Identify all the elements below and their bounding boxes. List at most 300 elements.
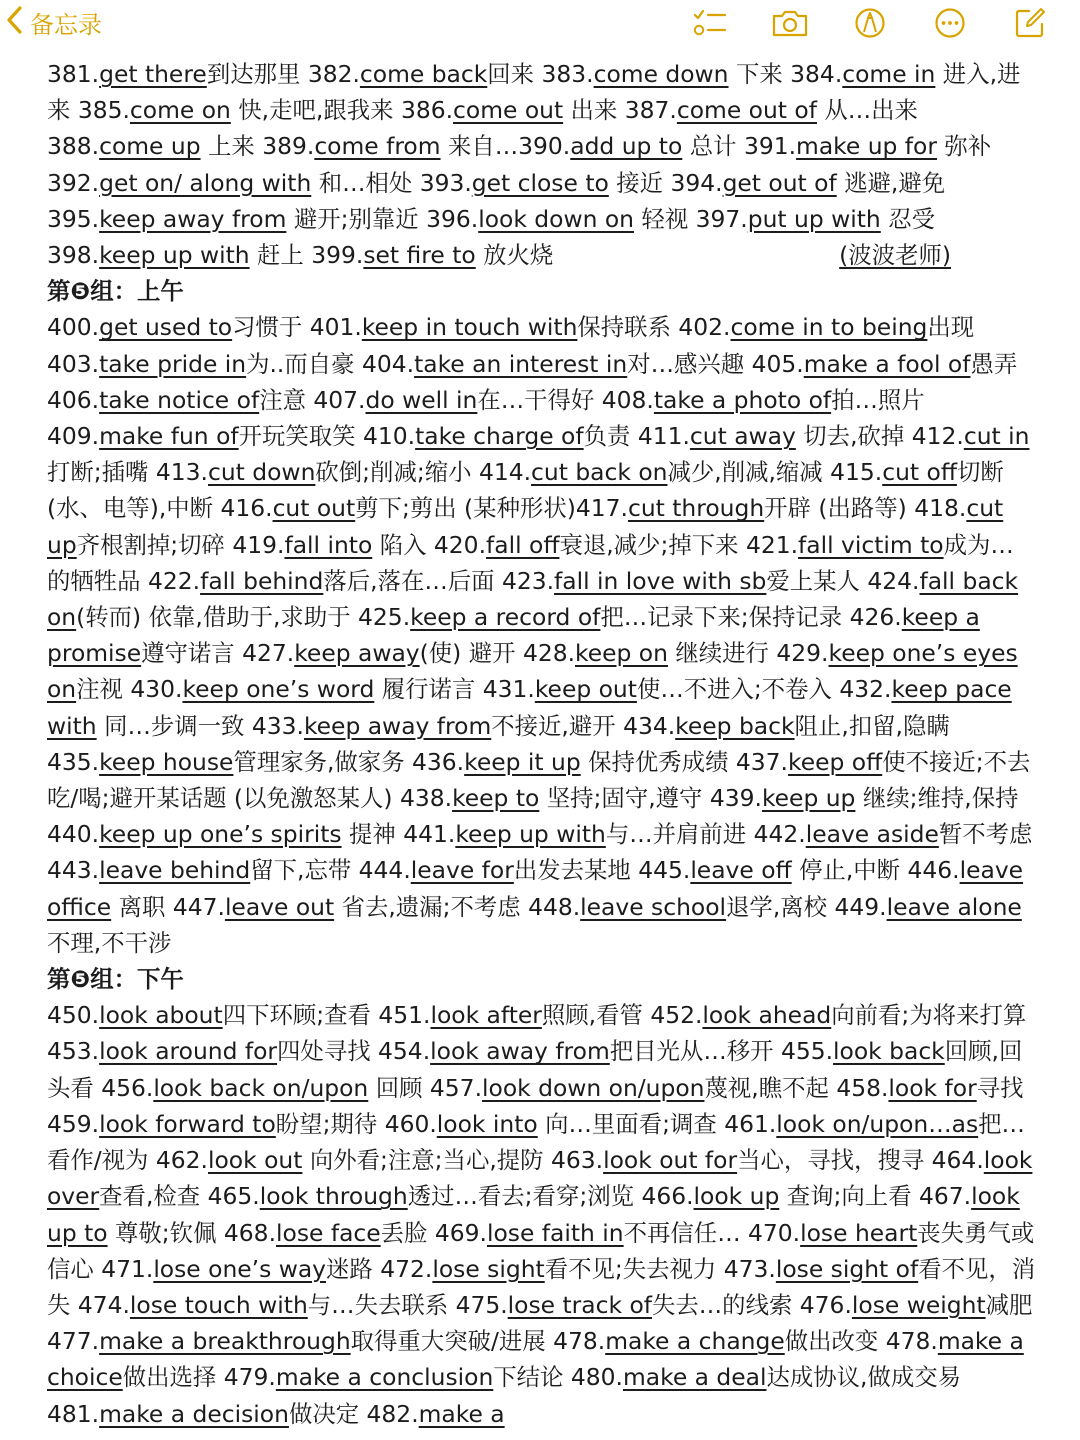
entry-meaning: 快,走吧,跟我来 [230, 96, 401, 125]
entry-meaning: 管理家务,做家务 [233, 747, 413, 776]
entry-number: 460. [384, 1109, 437, 1138]
entry-phrase: keep to [452, 784, 540, 813]
entry-meaning: 避开;别靠近 [286, 204, 427, 233]
vocab-entry [359, 856, 639, 884]
entry-number: 388. [47, 132, 100, 161]
entry-phrase: lose faith in [486, 1218, 624, 1247]
entry-meaning: 上来 [200, 132, 263, 161]
entry-meaning: 愚弄 [970, 349, 1018, 378]
entry-phrase: keep a record of [410, 603, 601, 632]
entry-phrase: cut down [207, 458, 316, 487]
entry-phrase: make a deal [622, 1363, 767, 1392]
vocab-entry [156, 1146, 551, 1174]
vocab-entry [220, 494, 575, 522]
chevron-left-icon [4, 5, 26, 39]
entry-phrase: take charge of [415, 422, 584, 451]
entry-number: 398. [47, 241, 100, 270]
vocab-entry [752, 350, 1018, 378]
vocab-entry [602, 386, 925, 414]
vocab-entry [378, 1037, 781, 1065]
vocab-entry [47, 60, 308, 88]
toolbar-actions [670, 4, 1070, 42]
entry-phrase: fall victim to [798, 530, 944, 559]
entry-phrase: come in to being [730, 313, 928, 342]
vocab-entry [242, 639, 523, 667]
compose-button[interactable] [990, 4, 1070, 42]
entry-list [47, 1001, 1035, 1427]
vocab-entry [173, 893, 528, 921]
entry-meaning: 齐根割掉;切碎 [76, 530, 233, 559]
entry-phrase: look about [99, 1001, 223, 1030]
entry-number: 472. [380, 1254, 433, 1283]
markup-button[interactable] [830, 4, 910, 42]
entry-phrase: look forward to [99, 1109, 276, 1138]
vocab-entry [47, 241, 311, 269]
vocab-entry [311, 241, 553, 269]
entry-number: 429. [776, 639, 829, 668]
entry-number: 474. [77, 1290, 130, 1319]
entry-meaning: 与…并肩前进 [605, 820, 754, 849]
vocab-entry [224, 1219, 435, 1247]
entry-number: 458. [836, 1073, 889, 1102]
entry-meaning: 切去,砍掉 [795, 422, 912, 451]
entry-meaning: 向前看;为将来打算 [831, 1001, 1027, 1030]
entry-phrase: keep it up [464, 747, 581, 776]
vocab-entry [47, 1400, 367, 1428]
vocab-entry [696, 205, 935, 233]
entry-phrase: make a breakthrough [99, 1327, 351, 1356]
entry-number: 416. [220, 494, 273, 523]
entry-phrase: keep house [99, 747, 234, 776]
entry-number: 462. [155, 1146, 208, 1175]
entry-meaning: 出发去某地 [513, 856, 639, 885]
entry-meaning: 迷路 [326, 1254, 381, 1283]
entry-meaning: 出来 [563, 96, 625, 125]
entry-meaning: 当心，寻找，搜寻 [737, 1146, 932, 1175]
entry-phrase: look after [430, 1001, 542, 1030]
entry-number: 432. [839, 675, 892, 704]
entry-meaning: 离职 [111, 892, 173, 921]
entry-meaning: 不理,不干涉 [47, 928, 172, 957]
entry-phrase: look down on/upon [482, 1073, 705, 1102]
back-button[interactable] [4, 4, 102, 40]
entry-phrase: keep off [788, 747, 883, 776]
vocab-entry [252, 712, 623, 740]
vocab-entry [208, 1182, 642, 1210]
entry-number: 467. [919, 1182, 972, 1211]
more-button[interactable] [910, 4, 990, 42]
vocab-entry [47, 386, 313, 414]
entry-phrase: lose sight [432, 1254, 545, 1283]
entry-number: 459. [47, 1109, 100, 1138]
entry-number: 412. [911, 422, 964, 451]
entry-phrase: add up to [570, 132, 683, 161]
entry-phrase: lose heart [800, 1218, 918, 1247]
entry-meaning: 下结论 [493, 1363, 571, 1392]
vocab-entry [310, 313, 679, 341]
entry-number: 437. [735, 747, 788, 776]
entry-meaning: 放火烧 [475, 241, 554, 270]
entry-list [47, 313, 1032, 956]
entry-meaning: 开玩笑取笑 [238, 422, 364, 451]
vocab-entry [553, 1327, 886, 1355]
vocab-entry [542, 60, 791, 88]
entry-number: 418. [914, 494, 967, 523]
entry-phrase: keep one’s word [182, 675, 375, 704]
entry-number: 404. [361, 349, 415, 378]
entry-number: 431. [482, 675, 535, 704]
entry-meaning: 负责 [583, 422, 638, 451]
entry-number: 453. [47, 1037, 100, 1066]
entry-number: 469. [434, 1218, 487, 1247]
entry-phrase: put up with [747, 204, 881, 233]
entry-meaning: 取得重大突破/进展 [350, 1327, 554, 1356]
group-am-heading: 第❺组：上午 [47, 277, 184, 306]
vocab-entry [362, 350, 752, 378]
entry-meaning: 透过…看去;看穿;浏览 [407, 1182, 642, 1211]
entry-number: 406. [47, 385, 100, 414]
vocab-entry [430, 1074, 836, 1102]
entry-meaning: 坚持;固守,遵守 [539, 784, 710, 813]
vocab-entry [435, 1219, 748, 1247]
vocab-entry [78, 96, 401, 124]
entry-meaning: 回顾,回头看 [47, 1037, 1023, 1102]
vocab-entry [623, 712, 950, 740]
entry-phrase: look back on/upon [153, 1073, 369, 1102]
vocab-entry [650, 1001, 1026, 1029]
vocab-entry [551, 1146, 932, 1174]
entry-number: 463. [551, 1146, 604, 1175]
entry-meaning: 暂不考虑 [938, 820, 1033, 849]
vocab-entry [576, 494, 914, 522]
entry-meaning: 开辟 (出路等) [764, 494, 915, 523]
entry-meaning: 盼望;期待 [275, 1109, 385, 1138]
entry-phrase: look ahead [702, 1001, 832, 1030]
entry-number: 481. [47, 1399, 100, 1428]
entry-meaning: 和…相处 [311, 168, 420, 197]
entry-phrase: leave out [224, 892, 335, 921]
entry-phrase: make a decision [99, 1399, 289, 1428]
entry-meaning: 在…干得好 [477, 385, 602, 414]
vocab-entry [47, 820, 403, 848]
entry-number: 428. [522, 639, 576, 668]
entry-phrase: cut through [627, 494, 765, 523]
entry-meaning: 丧失勇气或信心 [47, 1218, 1035, 1283]
entry-meaning: 弥补 [936, 132, 992, 161]
entry-meaning: 来自… [440, 132, 519, 161]
vocab-entry [378, 1001, 650, 1029]
entry-number: 451. [378, 1001, 431, 1030]
entry-meaning: 四处寻找 [277, 1037, 379, 1066]
entry-meaning: 回顾 [368, 1073, 430, 1102]
vocab-entry [367, 1400, 505, 1428]
entry-meaning: 拍…照片 [831, 385, 925, 414]
vocab-entry [456, 1291, 800, 1319]
entry-phrase: take notice of [99, 385, 260, 414]
entry-meaning: 看不见;失去视力 [544, 1254, 724, 1283]
entry-phrase: keep a promise [47, 603, 980, 668]
entry-number: 396. [426, 204, 479, 233]
entry-meaning: 习惯于 [232, 313, 310, 342]
entry-number: 399. [311, 241, 364, 270]
more-icon [934, 7, 966, 39]
entry-meaning: (使) 避开 [419, 639, 523, 668]
entry-meaning: 阻止,扣留,隐瞒 [794, 711, 950, 740]
entry-meaning: 履行诺言 [374, 675, 483, 704]
vocab-entry [434, 531, 746, 559]
entry-number: 395. [47, 204, 100, 233]
vocab-entry [358, 603, 850, 631]
checklist-button[interactable] [670, 4, 750, 42]
entry-number: 408. [601, 385, 654, 414]
signature: (波波老师) [839, 241, 951, 270]
vocab-entry [148, 567, 502, 595]
entry-phrase: keep up one’s spirits [99, 820, 342, 849]
entry-meaning: 不接近,避开 [491, 711, 624, 740]
entry-phrase: make a [418, 1399, 505, 1428]
entry-phrase: make a choice [47, 1327, 1024, 1392]
entry-phrase: keep away from [99, 204, 287, 233]
entry-phrase: leave for [410, 856, 514, 885]
entry-phrase: come from [314, 132, 441, 161]
vocab-entry [523, 639, 776, 667]
vocab-entry [47, 1037, 378, 1065]
vocab-entry [502, 567, 867, 595]
entry-number: 391. [743, 132, 797, 161]
entry-phrase: cut away [689, 422, 796, 451]
entry-phrase: make fun of [99, 422, 239, 451]
entry-phrase: leave school [580, 892, 727, 921]
entry-number: 387. [624, 96, 677, 125]
entry-number: 443. [47, 856, 100, 885]
vocab-entry [401, 96, 625, 124]
entry-number: 417. [575, 494, 628, 523]
entry-phrase: lose sight of [775, 1254, 919, 1283]
entry-meaning: 总计 [682, 132, 744, 161]
entry-meaning: 与…失去联系 [307, 1290, 456, 1319]
entry-number: 407. [313, 385, 366, 414]
entry-number: 444. [358, 856, 411, 885]
vocab-entry [47, 1110, 385, 1138]
entry-meaning: 接近 [608, 168, 671, 197]
entry-phrase: keep away [294, 639, 420, 668]
entry-phrase: come on [129, 96, 231, 125]
entry-number: 409. [47, 422, 100, 451]
vocab-entry [479, 458, 830, 486]
vocab-entry [528, 893, 834, 921]
entry-meaning: 继续;维持,保持 [855, 784, 1019, 813]
entry-phrase: leave behind [99, 856, 251, 885]
entry-phrase: keep back [675, 711, 795, 740]
vocab-entry [101, 1255, 380, 1283]
group-pm-paragraph [47, 997, 1037, 1431]
entry-meaning: 打断;插嘴 [47, 458, 156, 487]
entry-number: 433. [251, 711, 304, 740]
compose-icon [1014, 7, 1046, 39]
entry-number: 403. [47, 349, 100, 378]
entry-phrase: keep up with [99, 241, 250, 270]
entry-phrase: get close to [471, 168, 609, 197]
entry-number: 392. [47, 168, 100, 197]
entry-phrase: look on/upon…as [776, 1109, 979, 1138]
entry-phrase: look for [888, 1073, 977, 1102]
entry-number: 393. [419, 168, 472, 197]
entry-number: 424. [867, 566, 920, 595]
entry-meaning: 把目光从…移开 [609, 1037, 781, 1066]
entry-number: 456. [101, 1073, 154, 1102]
entry-meaning: 进入,进来 [47, 60, 1021, 125]
entry-number: 397. [695, 204, 748, 233]
entry-meaning: 做出改变 [784, 1327, 886, 1356]
vocab-entry [47, 350, 362, 378]
entry-phrase: lose weight [851, 1290, 986, 1319]
entry-number: 390. [518, 132, 571, 161]
entry-meaning: 省去,遗漏;不考虑 [334, 892, 529, 921]
vocab-entry [47, 856, 359, 884]
entry-meaning: 为..而自豪 [246, 349, 362, 378]
entry-meaning: (转而) 依靠,借助于,求助于 [76, 603, 359, 632]
entry-phrase: keep pace with [47, 675, 1012, 740]
vocab-entry [363, 422, 638, 450]
vocab-entry [47, 422, 363, 450]
entry-number: 434. [623, 711, 676, 740]
vocab-entry [101, 1074, 430, 1102]
vocab-entry [400, 784, 710, 812]
entry-number: 449. [834, 892, 887, 921]
entry-meaning: 不再信任… [623, 1218, 749, 1247]
entry-meaning: 砍倒;削减;缩小 [315, 458, 479, 487]
entry-meaning: 轻视 [634, 204, 696, 233]
entry-number: 482. [366, 1399, 419, 1428]
entry-meaning: 做出选择 [122, 1363, 224, 1392]
entry-phrase: look away from [430, 1037, 610, 1066]
entry-meaning: 注视 [76, 675, 131, 704]
vocab-entry [420, 169, 671, 197]
entry-number: 476. [799, 1290, 852, 1319]
vocab-entry [47, 1327, 553, 1355]
entry-phrase: get there [99, 60, 207, 88]
entry-phrase: look up [693, 1182, 780, 1211]
entry-number: 425. [358, 603, 411, 632]
entry-phrase: make a conclusion [275, 1363, 494, 1392]
entry-phrase: look back [833, 1037, 945, 1066]
entry-number: 389. [262, 132, 315, 161]
vocab-entry [156, 458, 479, 486]
entry-number: 466. [641, 1182, 694, 1211]
vocab-entry [571, 1363, 961, 1391]
vocab-entry [47, 748, 412, 776]
vocab-entry [78, 1291, 456, 1319]
entry-meaning: 从…出来 [816, 96, 918, 125]
entry-number: 441. [403, 820, 456, 849]
entry-number: 468. [223, 1218, 277, 1247]
entry-phrase: come down [593, 60, 729, 88]
entry-number: 454. [378, 1037, 431, 1066]
entry-number: 455. [780, 1037, 834, 1066]
notes-toolbar [0, 0, 1080, 48]
entry-number: 413. [155, 458, 208, 487]
entry-number: 478. [553, 1327, 606, 1356]
entry-phrase: lose touch with [129, 1290, 308, 1319]
entry-number: 420. [433, 530, 487, 559]
entry-number: 430. [130, 675, 183, 704]
entry-meaning: 出现 [927, 313, 975, 342]
vocab-entry [638, 422, 912, 450]
entry-meaning: 失去…的线索 [652, 1290, 800, 1319]
entry-meaning: 向外看;注意;当心,提防 [302, 1146, 551, 1175]
entry-phrase: come out of [676, 96, 817, 125]
entry-number: 452. [650, 1001, 703, 1030]
entry-phrase: cut out [272, 494, 356, 523]
entry-number: 445. [638, 856, 691, 885]
entry-meaning: 查询;向上看 [779, 1182, 920, 1211]
entry-number: 438. [399, 784, 453, 813]
entry-meaning: 成为…的牺牲品 [47, 530, 1014, 595]
entry-meaning: 遵守诺言 [141, 639, 243, 668]
entry-phrase: keep on [575, 639, 668, 668]
vocab-entry [232, 531, 434, 559]
entry-number: 475. [455, 1290, 508, 1319]
entry-phrase: come out [453, 96, 564, 125]
entry-number: 402. [678, 313, 731, 342]
note-body[interactable] [47, 56, 1037, 1432]
vocab-entry [224, 1363, 571, 1391]
entry-phrase: leave off [690, 856, 792, 885]
entry-meaning: 把…记录下来;保持记录 [600, 603, 850, 632]
entry-phrase: set fire to [363, 241, 476, 270]
vocab-entry [678, 313, 974, 341]
entry-phrase: fall in love with sb [554, 566, 767, 595]
entry-meaning: 逃避,避免 [836, 168, 946, 197]
entry-number: 383. [541, 60, 594, 88]
entry-meaning: 陷入 [372, 530, 434, 559]
entry-phrase: look through [259, 1182, 408, 1211]
entry-phrase: do well in [365, 385, 478, 414]
entry-number: 473. [723, 1254, 776, 1283]
group-am-paragraph [47, 309, 1037, 961]
vocab-entry [47, 205, 426, 233]
entry-number: 465. [207, 1182, 260, 1211]
entry-number: 423. [501, 566, 555, 595]
vocab-entry [744, 132, 991, 160]
entry-meaning: 蔑视,瞧不起 [704, 1073, 837, 1102]
entry-meaning: 向…里面看;调查 [537, 1109, 725, 1138]
camera-button[interactable] [750, 4, 830, 42]
entry-meaning: 丢脸 [380, 1218, 435, 1247]
entry-phrase: look around for [99, 1037, 278, 1066]
entry-phrase: look down on [478, 204, 634, 233]
entry-phrase: take an interest in [414, 349, 628, 378]
entry-meaning: 衰退,减少;掉下来 [559, 530, 746, 559]
entry-phrase: look out [207, 1146, 303, 1175]
entry-phrase: take a photo of [653, 385, 832, 414]
entry-phrase: fall into [284, 530, 373, 559]
vocab-entry [641, 1182, 919, 1210]
entry-meaning: 落后,落在…后面 [323, 566, 502, 595]
entry-number: 464. [931, 1146, 984, 1175]
entry-phrase: look into [436, 1109, 538, 1138]
entry-meaning: 保持联系 [577, 313, 679, 342]
vocab-entry [670, 169, 945, 197]
back-label: 备忘录 [30, 10, 102, 39]
entry-number: 394. [670, 168, 723, 197]
entry-meaning: 下来 [728, 60, 791, 88]
entry-number: 436. [412, 747, 465, 776]
vocab-entry [800, 1291, 1033, 1319]
entry-phrase: look over [47, 1146, 1033, 1211]
entry-phrase: come back [359, 60, 488, 88]
entry-number: 480. [570, 1363, 623, 1392]
